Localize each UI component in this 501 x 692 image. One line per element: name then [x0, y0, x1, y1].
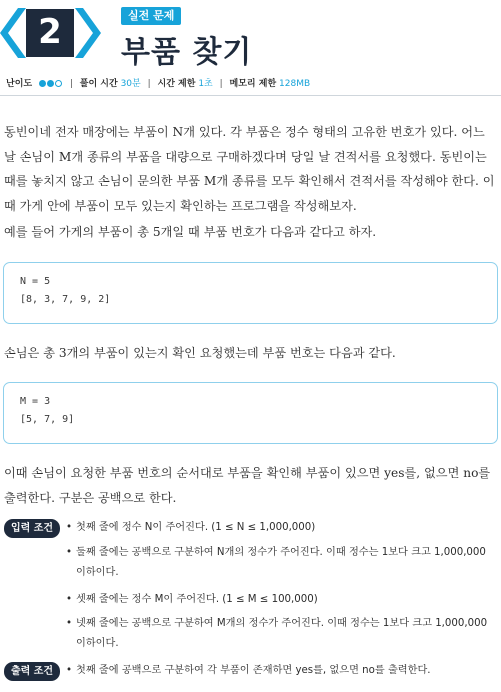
difficulty-dot: [39, 80, 46, 87]
code-line: [8, 3, 7, 9, 2]: [20, 294, 111, 305]
input-condition-item: [66, 543, 498, 583]
memory-limit-label: 메모리 제한: [229, 79, 277, 89]
input-condition-item: [66, 518, 498, 538]
bullet-icon: •: [66, 594, 73, 605]
chevron-left-icon: [0, 8, 28, 58]
request-intro: 손님은 총 3개의 부품이 있는지 확인 요청했는데 부품 번호는 다음과 같다.: [4, 346, 396, 360]
condition-text: 둘째 줄에는 공백으로 구분하여 N개의 정수가 주어진다. 이때 정수는 1보다 크고 1,000,000 이하이다.: [76, 547, 486, 578]
code-block-request: [3, 382, 498, 444]
difficulty-label: 난이도: [6, 79, 33, 89]
condition-text: 첫째 줄에 공백으로 구분하여 각 부품이 존재하면 yes를, 없으면 no를 출력한다.: [76, 665, 431, 676]
meta-separator: |: [69, 79, 73, 89]
code-line: M = 3: [20, 396, 51, 407]
condition-text: 첫째 줄에 정수 N이 주어진다. (1 ≤ N ≤ 1,000,000): [76, 522, 316, 533]
chevron-right-icon: [73, 8, 101, 58]
condition-text: 넷째 줄에는 공백으로 구분하여 M개의 정수가 주어진다. 이때 정수는 1보다 크고 1,000,000 이하이다.: [76, 618, 488, 649]
problem-title: 부품 찾기: [121, 35, 253, 70]
difficulty-dot: [55, 80, 62, 87]
problem-header: [0, 0, 501, 70]
code-line: N = 5: [20, 276, 51, 287]
input-condition-item: [66, 614, 498, 654]
code-block-inventory: [3, 262, 498, 324]
time-limit-value: 1초: [198, 79, 213, 89]
output-condition-item: [66, 661, 498, 681]
problem-tag: 실전 문제: [121, 7, 181, 25]
problem-meta: [6, 76, 310, 89]
output-description: 이때 손님이 요청한 부품 번호의 순서대로 부품을 확인해 부품이 있으면 yes를, 없으면 no를 출력한다. 구분은 공백으로 한다.: [4, 466, 491, 505]
time-label: 풀이 시간: [79, 79, 118, 89]
bullet-icon: •: [66, 665, 73, 676]
difficulty-dots: [39, 79, 63, 89]
memory-limit-value: 128MB: [279, 79, 311, 89]
meta-separator: |: [219, 79, 223, 89]
problem-description: 동빈이네 전자 매장에는 부품이 N개 있다. 각 부품은 정수 형태의 고유한 번호가 있다. 어느 날 손님이 M개 종류의 부품을 대량으로 구매하겠다며 당일 날 견적서를 요청했다. 동빈이는 때를 놓치지 않고 손님이 문의한 부품 M개 종류를 모두 확인해서 견적서를 작성해야 한다. 이때 가게 안에 부품이 모두 있는지 확인하는 프로그램을 작성해보자.: [4, 125, 495, 213]
bullet-icon: •: [66, 547, 73, 558]
code-line: [5, 7, 9]: [20, 414, 75, 425]
time-value: 30분: [120, 79, 141, 89]
bullet-icon: •: [66, 618, 73, 629]
example-intro: 예를 들어 가게의 부품이 총 5개일 때 부품 번호가 다음과 같다고 하자.: [4, 225, 377, 239]
condition-text: 셋째 줄에는 정수 M이 주어진다. (1 ≤ M ≤ 100,000): [76, 594, 318, 605]
bullet-icon: •: [66, 522, 73, 533]
meta-separator: |: [147, 79, 151, 89]
time-limit-label: 시간 제한: [157, 79, 196, 89]
difficulty-dot: [47, 80, 54, 87]
header-divider: [0, 95, 501, 96]
output-conditions-badge: 출력 조건: [4, 662, 60, 681]
input-conditions-badge: 입력 조건: [4, 519, 60, 538]
input-condition-item: [66, 590, 498, 610]
problem-number: 2: [38, 12, 62, 52]
